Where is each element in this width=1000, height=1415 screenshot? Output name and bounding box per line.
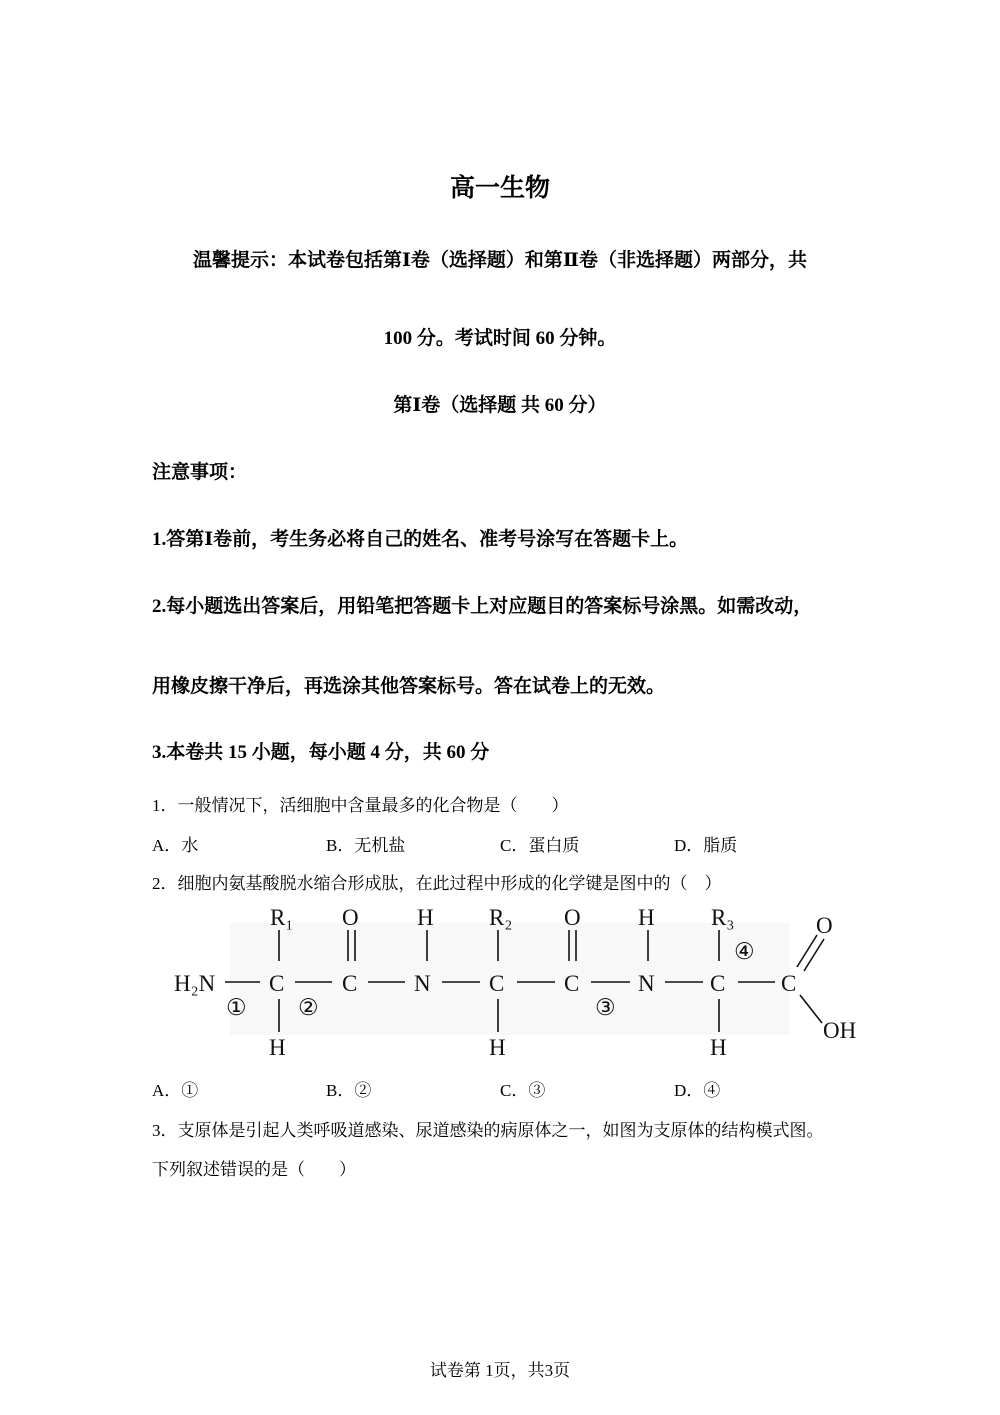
attention-item-3: 3.本卷共 15 小题，每小题 4 分，共 60 分 — [152, 742, 490, 763]
bond-marker-4: ④ — [734, 939, 755, 964]
question-3-stem-line-2: 下列叙述错误的是（ ） — [152, 1160, 356, 1179]
question-1-option-d[interactable]: D．脂质 — [674, 836, 738, 855]
hydrogen-atom: H — [269, 1035, 286, 1060]
oxygen-atom: O — [342, 905, 359, 930]
question-1-option-a[interactable]: A．水 — [152, 836, 199, 855]
hydrogen-atom: H — [710, 1035, 727, 1060]
attention-item-2-line-2: 用橡皮擦干净后，再选涂其他答案标号。答在试卷上的无效。 — [152, 676, 666, 697]
bond-marker-3: ③ — [595, 995, 616, 1020]
question-3-stem-line-1: 3．支原体是引起人类呼吸道感染、尿道感染的病原体之一，如图为支原体的结构模式图。 — [152, 1121, 824, 1140]
hydrogen-atom: H — [489, 1035, 506, 1060]
notice-line-2: 100 分。考试时间 60 分钟。 — [383, 328, 617, 349]
carbon-atom: C — [269, 971, 285, 996]
hydroxyl-group: OH — [823, 1018, 857, 1043]
amino-group-label: H₂N — [174, 971, 216, 996]
question-1-stem: 1．一般情况下，活细胞中含量最多的化合物是（ ） — [152, 796, 569, 815]
oxygen-atom: O — [816, 913, 833, 938]
attention-item-2-line-1: 2.每小题选出答案后，用铅笔把答题卡上对应题目的答案标号涂黑。如需改动， — [152, 596, 813, 617]
question-2-stem: 2．细胞内氨基酸脱水缩合形成肽，在此过程中形成的化学键是图中的（ ） — [152, 874, 722, 893]
page-footer: 试卷第 1页，共3页 — [429, 1361, 571, 1380]
r-group-1: R₁ — [270, 905, 294, 930]
nitrogen-atom: N — [414, 971, 431, 996]
peptide-structure-svg — [160, 895, 880, 1070]
carbon-atom: C — [710, 971, 726, 996]
r-group-3: R₃ — [711, 905, 735, 930]
page-title: 高一生物 — [449, 175, 550, 202]
question-2-option-b[interactable]: B．② — [326, 1081, 372, 1100]
oxygen-atom: O — [564, 905, 581, 930]
question-2-option-d[interactable]: D．④ — [674, 1081, 721, 1100]
carbon-atom: C — [781, 971, 797, 996]
r-group-2: R₂ — [489, 905, 513, 930]
question-2-option-a[interactable]: A．① — [152, 1081, 199, 1100]
question-1-option-c[interactable]: C．蛋白质 — [500, 836, 580, 855]
carbon-atom: C — [489, 971, 505, 996]
bond-marker-1: ① — [226, 995, 247, 1020]
carbon-atom: C — [342, 971, 358, 996]
peptide-structure-figure — [160, 895, 880, 1070]
bond-marker-2: ② — [298, 995, 319, 1020]
notice-line-1: 温馨提示：本试卷包括第Ⅰ卷（选择题）和第Ⅱ卷（非选择题）两部分，共 — [193, 250, 807, 271]
question-1-option-b[interactable]: B．无机盐 — [326, 836, 406, 855]
carbon-atom: C — [564, 971, 580, 996]
attention-item-1: 1.答第Ⅰ卷前，考生务必将自己的姓名、准考号涂写在答题卡上。 — [152, 529, 689, 550]
hydrogen-atom: H — [417, 905, 434, 930]
nitrogen-atom: N — [638, 971, 655, 996]
hydrogen-atom: H — [638, 905, 655, 930]
question-2-option-c[interactable]: C．③ — [500, 1081, 546, 1100]
attention-heading: 注意事项： — [152, 462, 248, 483]
section1-title: 第Ⅰ卷（选择题 共 60 分） — [393, 395, 607, 416]
